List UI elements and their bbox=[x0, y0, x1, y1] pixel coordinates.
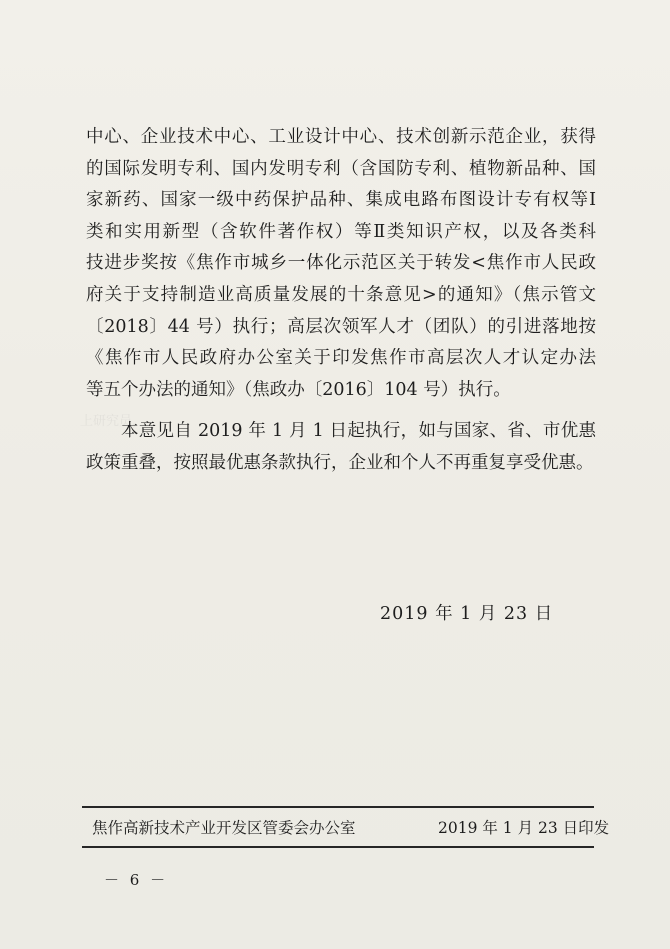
paragraph-2-line: 政策重叠，按照最优惠条款执行，企业和个人不再重复享受优惠。 bbox=[86, 452, 594, 473]
body-text bbox=[86, 122, 596, 480]
issue-date: 2019 年 1 月 23 日印发 bbox=[438, 819, 610, 837]
paragraph-1-line: 的国际发明专利、国内发明专利（含国防专利、植物新品种、国 bbox=[86, 158, 596, 179]
paragraph-1-line: 家新药、国家一级中药保护品种、集成电路布图设计专有权等Ⅰ bbox=[86, 190, 596, 211]
footer-bottom-rule bbox=[82, 846, 594, 848]
bleed-through-text: 上研究员， bbox=[80, 414, 146, 429]
paragraph-1-line: 府关于支持制造业高质量发展的十条意见>的通知》（焦示管文 bbox=[86, 284, 596, 305]
footer-top-rule bbox=[82, 806, 594, 808]
issuing-office: 焦作高新技术产业开发区管委会办公室 bbox=[92, 819, 356, 837]
signature-date: 2019 年 1 月 23 日 bbox=[380, 604, 554, 624]
paragraph-1-line: 技进步奖按《焦作市城乡一体化示范区关于转发<焦作市人民政 bbox=[86, 253, 596, 274]
paragraph-1-line: 《焦作市人民政府办公室关于印发焦作市高层次人才认定办法 bbox=[86, 348, 596, 369]
page-number: － 6 － bbox=[104, 871, 169, 889]
paragraph-1-line: 等五个办法的通知》（焦政办〔2016〕104 号）执行。 bbox=[86, 379, 511, 400]
paragraph-2-line: 本意见自 2019 年 1 月 1 日起执行，如与国家、省、市优惠 bbox=[121, 421, 596, 442]
paragraph-1-line: 中心、企业技术中心、工业设计中心、技术创新示范企业，获得 bbox=[86, 127, 596, 147]
paragraph-1-line: 类和实用新型（含软件著作权）等Ⅱ类知识产权，以及各类科 bbox=[86, 221, 596, 242]
paragraph-1-line: 〔2018〕44 号）执行；高层次领军人才（团队）的引进落地按 bbox=[86, 316, 596, 337]
